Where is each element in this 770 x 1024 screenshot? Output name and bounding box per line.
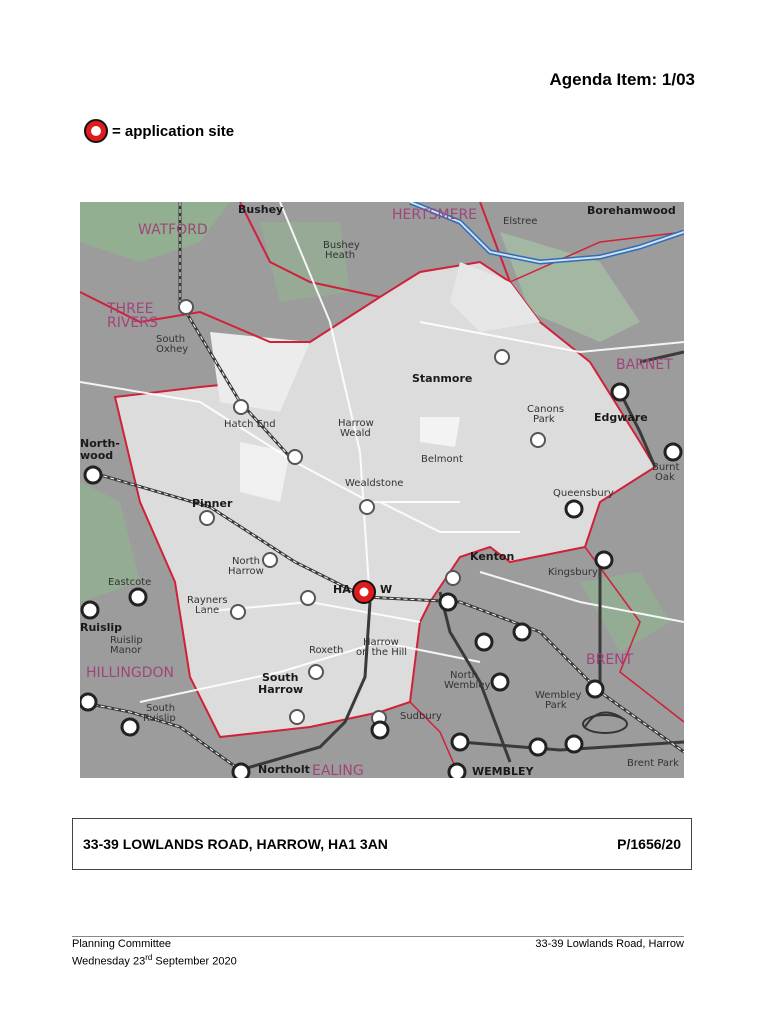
place-queensbury: Queensbury <box>553 488 614 499</box>
place-rayners-lane-2: Lane <box>195 605 220 616</box>
place-harrow-label-a: HA <box>333 583 351 596</box>
place-wembley-park-2: Park <box>545 700 567 711</box>
place-harrow-on-the-hill-1: Harrow <box>363 637 399 648</box>
place-northolt: Northolt <box>258 763 310 776</box>
place-burnt-oak-2: Oak <box>655 472 675 483</box>
agenda-item-heading: Agenda Item: 1/03 <box>549 70 695 89</box>
place-northwood-1: North- <box>80 437 120 450</box>
site-address: 33-39 LOWLANDS ROAD, HARROW, HA1 3AN <box>83 836 388 852</box>
map-labels <box>80 202 684 778</box>
place-south-ruislip-1: South <box>146 703 176 714</box>
place-south-ruislip-2: Ruislip <box>143 713 176 724</box>
region-watford-label: WATFORD <box>138 222 208 238</box>
place-harrow-label-b: W <box>380 583 393 596</box>
footer-committee: Planning Committee <box>72 938 172 950</box>
place-harrow-on-the-hill-2: on the Hill <box>356 647 408 658</box>
place-brent-park: Brent Park <box>627 758 679 769</box>
place-burnt-oak-1: Burnt <box>652 462 680 473</box>
place-wembley-park-1: Wembley <box>535 690 582 701</box>
application-reference: P/1656/20 <box>617 836 681 852</box>
legend <box>84 119 234 143</box>
place-ruislip: Ruislip <box>80 621 123 634</box>
place-sudbury: Sudbury <box>400 711 442 722</box>
place-kingsbury: Kingsbury <box>548 567 598 578</box>
place-stanmore: Stanmore <box>412 372 473 385</box>
place-south-oxhey-1: South <box>156 334 186 345</box>
place-north-harrow-1: North <box>232 556 260 567</box>
footer-divider <box>72 936 684 937</box>
place-kenton: Kenton <box>470 550 515 563</box>
legend-label: = application site <box>112 122 235 140</box>
place-north-harrow-2: Harrow <box>228 566 264 577</box>
place-canons-park-2: Park <box>533 414 555 425</box>
place-edgware: Edgware <box>594 411 648 424</box>
place-south-harrow-2: Harrow <box>258 683 304 696</box>
footer-date: Wednesday 23rd September 2020 <box>72 953 237 968</box>
place-bushey: Bushey <box>238 203 284 216</box>
place-harrow-weald-2: Weald <box>340 428 371 439</box>
place-south-oxhey-2: Oxhey <box>156 344 189 355</box>
place-rayners-lane-1: Rayners <box>187 595 228 606</box>
region-brent-label: BRENT <box>586 652 634 668</box>
place-hatch-end: Hatch End <box>224 419 276 430</box>
place-north-wembley-2: Wembley <box>444 680 491 691</box>
place-eastcote: Eastcote <box>108 577 152 588</box>
location-map <box>80 202 684 778</box>
region-ealing-label: EALING <box>312 763 364 778</box>
place-bushey-heath-2: Heath <box>325 250 356 261</box>
place-borehamwood: Borehamwood <box>587 204 676 217</box>
place-south-harrow-1: South <box>262 671 299 684</box>
place-wealdstone: Wealdstone <box>345 478 404 489</box>
application-site-marker-icon <box>84 119 108 143</box>
place-elstree: Elstree <box>503 216 538 227</box>
region-three-rivers-label-1: THREE <box>107 301 154 317</box>
place-north-wembley-1: North <box>450 670 478 681</box>
application-site-map-marker-icon <box>353 581 375 603</box>
place-canons-park-1: Canons <box>527 404 565 415</box>
footer-left <box>72 938 237 969</box>
footer-site: 33-39 Lowlands Road, Harrow <box>535 938 684 950</box>
place-harrow-weald-1: Harrow <box>338 418 374 429</box>
place-bushey-heath-1: Bushey <box>323 240 360 251</box>
region-hillingdon-label: HILLINGDON <box>86 665 174 681</box>
place-pinner: Pinner <box>192 497 233 510</box>
region-three-rivers-label-2: RIVERS <box>107 315 158 331</box>
place-ruislip-manor-2: Manor <box>110 645 142 656</box>
place-ruislip-manor-1: Ruislip <box>110 635 143 646</box>
place-belmont: Belmont <box>421 454 463 465</box>
place-wembley: WEMBLEY <box>472 765 534 778</box>
place-roxeth: Roxeth <box>309 645 344 656</box>
site-info-box <box>72 818 692 870</box>
place-northwood-2: wood <box>80 449 114 462</box>
region-barnet-label: BARNET <box>616 357 673 373</box>
region-hertsmere-label: HERTSMERE <box>392 207 478 223</box>
